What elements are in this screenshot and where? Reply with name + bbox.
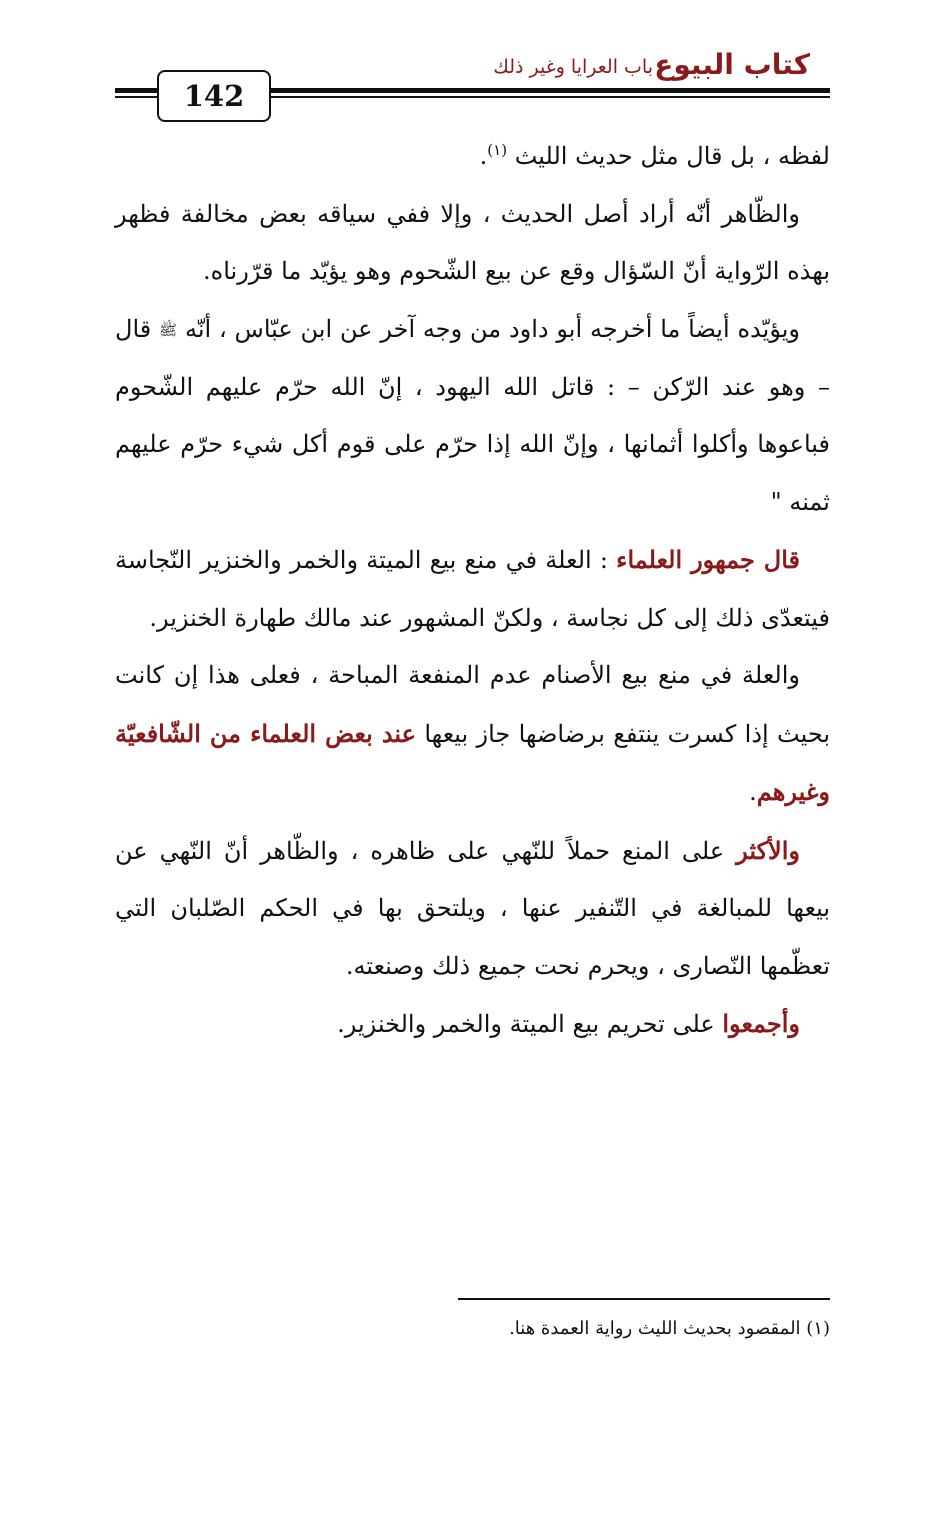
salutation-glyph: ﷺ bbox=[159, 320, 178, 339]
paragraph-2: والظّاهر أنّه أراد أصل الحديث ، وإلا ففي سياقه بعض مخالفة فظهر بهذه الرّواية أنّ السّؤال وقع عن بيع الشّحوم وهو يؤيّد ما قرّرناه. bbox=[115, 199, 830, 285]
main-text bbox=[115, 128, 830, 1054]
book-title: كتاب البيوع bbox=[654, 48, 810, 81]
paragraph-3: ويؤيّده أيضاً ما أخرجه أبو داود من وجه آخر عن ابن عبّاس ، أنّه ﷺ قال – وهو عند الرّكن – : قاتل الله اليهود ، إنّ الله حرّم عليهم الشّحوم فباعوها وأكلوا أثمانها ، وإنّ الله إذا حرّم على قوم أكل شيء حرّم عليهم ثمنه " bbox=[115, 314, 830, 516]
footnote-ref: (١) bbox=[487, 141, 508, 159]
highlight-shafiiya: عند بعض العلماء من الشّافعيّة وغيرهم bbox=[115, 718, 830, 807]
page-header bbox=[0, 0, 945, 130]
highlight-ajmau: وأجمعوا bbox=[722, 1009, 800, 1039]
highlight-jumhur: قال جمهور العلماء bbox=[616, 545, 800, 575]
chapter-title: باب العرايا وغير ذلك bbox=[493, 56, 653, 78]
footnote-separator bbox=[458, 1298, 830, 1300]
paragraph-7: وأجمعوا على تحريم بيع الميتة والخمر والخنزير. bbox=[337, 1009, 800, 1039]
paragraph-1: لفظه ، بل قال مثل حديث الليث $^{(١)}$. bbox=[479, 141, 830, 170]
highlight-aktar: والأكثر bbox=[736, 835, 800, 865]
paragraph-6: والأكثر على المنع حملاً للنّهي على ظاهره ، والظّاهر أنّ النّهي عن بيعها للمبالغة في التّنفير عنها ، ويلتحق بها في الحكم الصّلبان التي تعظّمها النّصارى ، ويحرم نحت جميع ذلك وصنعته. bbox=[115, 835, 830, 980]
paragraph-4: قال جمهور العلماء : العلة في منع بيع الميتة والخمر والخنزير النّجاسة فيتعدّى ذلك إلى كل نجاسة ، ولكنّ المشهور عند مالك طهارة الخنزير. bbox=[115, 545, 830, 632]
footnote: (١) المقصود بحديث الليث رواية العمدة هنا. bbox=[509, 1318, 830, 1339]
paragraph-5: والعلة في منع بيع الأصنام عدم المنفعة المباحة ، فعلى هذا إن كانت بحيث إذا كسرت ينتفع برضاضها جاز بيعها عند بعض العلماء من الشّافعيّة وغيرهم. bbox=[115, 661, 830, 807]
page-number: 142 bbox=[157, 70, 271, 122]
